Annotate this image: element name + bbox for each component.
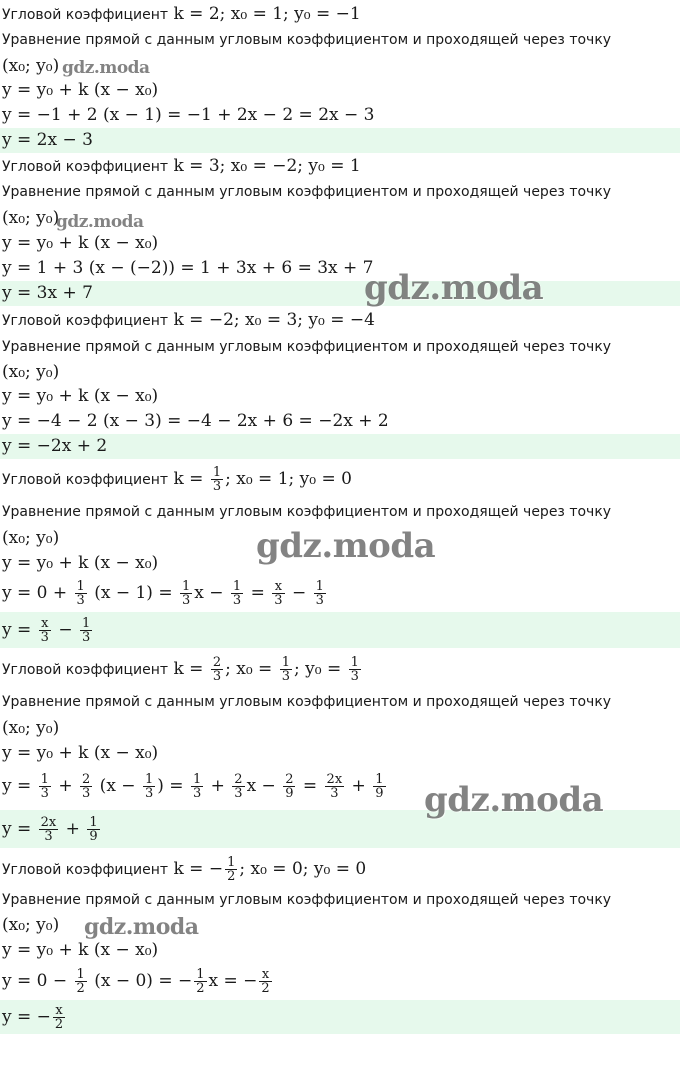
general-formula <box>0 938 680 963</box>
fraction-numerator: 2x <box>326 772 343 787</box>
fraction <box>75 968 87 995</box>
math-text: ) = <box>157 776 189 796</box>
fraction <box>231 580 243 607</box>
fraction <box>272 580 284 607</box>
math-text: k = − <box>173 859 224 879</box>
fraction-numerator: 1 <box>232 579 242 594</box>
fraction-numerator: 2x <box>40 815 57 830</box>
fraction-denominator: 2 <box>261 981 270 996</box>
fraction <box>325 773 345 800</box>
fraction-denominator: 3 <box>182 593 191 608</box>
answer-line <box>0 128 680 153</box>
fraction-denominator: 3 <box>274 593 283 608</box>
math-text: y = 0 + <box>2 583 73 603</box>
point-line <box>0 360 680 385</box>
math-text: ; x₀ = 1; y₀ = 0 <box>225 469 352 489</box>
fraction-numerator: 1 <box>40 772 49 787</box>
fraction <box>283 773 295 800</box>
point-text: (x₀; y₀) <box>2 208 60 228</box>
point-text: (x₀; y₀) <box>2 915 60 935</box>
math-text: + <box>205 776 231 796</box>
watermark-logo: gdz.moda <box>256 526 436 566</box>
fraction <box>280 656 292 683</box>
fraction <box>75 580 87 607</box>
fraction-denominator: 3 <box>232 593 242 608</box>
math-text: + <box>60 819 86 839</box>
fraction <box>211 466 223 493</box>
fraction <box>211 656 223 683</box>
math-text: ; y₀ = <box>293 659 347 679</box>
math-text: ; x₀ = <box>225 659 278 679</box>
equation-label-text: Уравнение прямой с данным угловым коэффициентом и проходящей через точку <box>2 339 612 355</box>
fraction <box>232 773 244 800</box>
fraction-denominator: 3 <box>315 593 324 608</box>
answer-text <box>0 616 94 645</box>
fraction-numerator: 2 <box>234 772 243 787</box>
fraction-denominator: 3 <box>192 786 202 801</box>
equation-label <box>0 690 680 715</box>
answer-line <box>0 612 680 648</box>
fraction-denominator: 2 <box>54 1017 64 1032</box>
point-line <box>0 206 680 231</box>
calculation-text <box>0 772 388 801</box>
calculation-line <box>0 766 680 806</box>
math-text: k = <box>173 469 209 489</box>
fraction-numerator: 1 <box>315 579 324 594</box>
fraction <box>143 773 155 800</box>
calculation-text: y = −1 + 2 (x − 1) = −1 + 2x − 2 = 2x − 3 <box>2 105 375 125</box>
point-line <box>0 526 680 551</box>
fraction <box>314 580 326 607</box>
fraction-denominator: 3 <box>212 669 222 684</box>
fraction-numerator: 1 <box>227 855 236 870</box>
math-text: y = <box>2 819 37 839</box>
fraction-numerator: 1 <box>76 967 85 982</box>
condition-values <box>173 855 367 884</box>
equation-label-text: Уравнение прямой с данным угловым коэффициентом и проходящей через точку <box>2 892 612 908</box>
condition-line <box>0 650 680 688</box>
answer-line <box>0 810 680 848</box>
equation-label <box>0 888 680 913</box>
fraction-denominator: 9 <box>285 786 294 801</box>
condition-values: k = −2; x₀ = 3; y₀ = −4 <box>173 310 375 330</box>
fraction-numerator: 2 <box>82 772 91 787</box>
fraction-numerator: 1 <box>89 815 98 830</box>
math-text: k = <box>173 659 209 679</box>
fraction <box>194 968 206 995</box>
point-line <box>0 913 680 938</box>
calculation-line <box>0 409 680 434</box>
calculation-text <box>0 579 328 608</box>
general-formula <box>0 384 680 409</box>
condition-values: k = 3; x₀ = −2; y₀ = 1 <box>173 156 361 176</box>
general-formula-text: y = y₀ + k (x − x₀) <box>2 553 159 573</box>
fraction-numerator: 1 <box>192 772 202 787</box>
fraction <box>80 773 92 800</box>
answer-text: y = 2x − 3 <box>2 130 93 150</box>
fraction-denominator: 9 <box>89 829 98 844</box>
fraction <box>80 617 92 644</box>
equation-label <box>0 335 680 360</box>
fraction-denominator: 3 <box>44 829 53 844</box>
fraction-denominator: 2 <box>76 981 85 996</box>
fraction-denominator: 3 <box>40 786 49 801</box>
math-text: ; x₀ = 0; y₀ = 0 <box>239 859 367 879</box>
fraction-denominator: 3 <box>330 786 339 801</box>
fraction <box>191 773 203 800</box>
calculation-text <box>0 967 274 996</box>
math-text: = <box>297 776 323 796</box>
fraction-denominator: 3 <box>234 786 243 801</box>
condition-line <box>0 154 680 180</box>
condition-line <box>0 850 680 888</box>
general-formula-text: y = y₀ + k (x − x₀) <box>2 386 159 406</box>
equation-label <box>0 28 680 53</box>
fraction-numerator: 1 <box>76 579 85 594</box>
condition-values <box>173 465 352 494</box>
equation-label-text: Уравнение прямой с данным угловым коэффициентом и проходящей через точку <box>2 32 612 48</box>
condition-label: Угловой коэффициент <box>2 862 169 878</box>
fraction-numerator: x <box>53 1004 65 1018</box>
fraction-numerator: 1 <box>212 465 222 480</box>
fraction-numerator: 1 <box>144 772 154 787</box>
calculation-line <box>0 576 680 610</box>
condition-values: k = 2; x₀ = 1; y₀ = −1 <box>173 4 361 24</box>
fraction <box>349 656 361 683</box>
general-formula <box>0 551 680 576</box>
equation-label-text: Уравнение прямой с данным угловым коэффициентом и проходящей через точку <box>2 184 612 200</box>
fraction-numerator: 1 <box>196 967 205 982</box>
fraction <box>39 773 51 800</box>
fraction <box>259 968 271 995</box>
point-text: (x₀; y₀) <box>2 718 60 738</box>
fraction <box>87 816 99 843</box>
answer-line <box>0 281 680 306</box>
condition-line <box>0 2 680 28</box>
answer-line <box>0 434 680 459</box>
math-text: = <box>245 583 271 603</box>
fraction-denominator: 3 <box>76 593 85 608</box>
watermark-logo: gdz.moda <box>424 780 604 820</box>
fraction-denominator: 3 <box>350 669 359 684</box>
fraction-denominator: 2 <box>196 981 205 996</box>
equation-label <box>0 180 680 205</box>
fraction <box>225 856 237 883</box>
math-text: − <box>52 620 78 640</box>
watermark-logo: gdz.moda <box>84 914 199 940</box>
fraction-denominator: 2 <box>227 869 236 884</box>
fraction <box>373 773 385 800</box>
fraction <box>39 617 51 644</box>
point-line <box>0 54 680 79</box>
condition-line <box>0 462 680 496</box>
math-text: y = 0 − <box>2 971 73 991</box>
watermark-logo: gdz.moda <box>364 268 544 308</box>
condition-values <box>173 655 362 684</box>
condition-label: Угловой коэффициент <box>2 472 169 488</box>
calculation-line <box>0 256 680 281</box>
math-text: (x − <box>94 776 141 796</box>
general-formula-text: y = y₀ + k (x − x₀) <box>2 940 159 960</box>
fraction-denominator: 3 <box>281 669 290 684</box>
point-line <box>0 716 680 741</box>
math-text: − <box>286 583 312 603</box>
math-text: x = − <box>208 971 258 991</box>
math-text: y = − <box>2 1007 51 1027</box>
fraction-denominator: 3 <box>212 479 222 494</box>
math-text: (x − 0) = − <box>88 971 193 991</box>
math-text: + <box>346 776 372 796</box>
answer-text <box>0 1003 67 1032</box>
fraction-numerator: 2 <box>285 772 294 787</box>
watermark-logo: gdz.moda <box>62 58 150 78</box>
math-text: x − <box>194 583 229 603</box>
fraction-numerator: x <box>39 617 51 631</box>
general-formula-text: y = y₀ + k (x − x₀) <box>2 233 159 253</box>
fraction-denominator: 3 <box>82 786 91 801</box>
math-text: y = <box>2 620 37 640</box>
math-text: + <box>52 776 78 796</box>
general-formula <box>0 231 680 256</box>
condition-label: Угловой коэффициент <box>2 662 169 678</box>
watermark-logo: gdz.moda <box>56 212 144 232</box>
general-formula <box>0 741 680 766</box>
fraction-numerator: 1 <box>281 655 290 670</box>
fraction-denominator: 3 <box>40 630 49 645</box>
answer-line <box>0 1000 680 1034</box>
fraction-numerator: 1 <box>82 616 91 631</box>
fraction-numerator: 2 <box>212 655 222 670</box>
general-formula-text: y = y₀ + k (x − x₀) <box>2 743 159 763</box>
point-text: (x₀; y₀) <box>2 362 60 382</box>
point-text: (x₀; y₀) <box>2 528 60 548</box>
equation-label-text: Уравнение прямой с данным угловым коэффициентом и проходящей через точку <box>2 694 612 710</box>
math-text: (x − 1) = <box>88 583 178 603</box>
fraction <box>53 1004 65 1031</box>
general-formula-text: y = y₀ + k (x − x₀) <box>2 80 159 100</box>
equation-label <box>0 500 680 525</box>
fraction-numerator: x <box>259 968 271 982</box>
fraction <box>180 580 192 607</box>
math-text: x − <box>246 776 282 796</box>
fraction-denominator: 3 <box>144 786 154 801</box>
calculation-text: y = 1 + 3 (x − (−2)) = 1 + 3x + 6 = 3x + 7 <box>2 258 374 278</box>
condition-label: Угловой коэффициент <box>2 313 169 329</box>
equation-label-text: Уравнение прямой с данным угловым коэффициентом и проходящей через точку <box>2 504 612 520</box>
math-text: y = <box>2 776 37 796</box>
fraction-numerator: 1 <box>350 655 359 670</box>
calculation-line <box>0 103 680 128</box>
condition-label: Угловой коэффициент <box>2 7 169 23</box>
calculation-text: y = −4 − 2 (x − 3) = −4 − 2x + 6 = −2x + 2 <box>2 411 389 431</box>
fraction <box>39 816 59 843</box>
fraction-numerator: 1 <box>182 579 191 594</box>
fraction-denominator: 9 <box>375 786 384 801</box>
answer-text: y = −2x + 2 <box>2 436 108 456</box>
fraction-denominator: 3 <box>82 630 91 645</box>
point-text: (x₀; y₀) <box>2 56 60 76</box>
condition-line <box>0 308 680 334</box>
fraction-numerator: 1 <box>375 772 384 787</box>
fraction-numerator: x <box>272 580 284 594</box>
answer-text <box>0 815 102 844</box>
calculation-line <box>0 963 680 999</box>
answer-text: y = 3x + 7 <box>2 283 93 303</box>
general-formula <box>0 78 680 103</box>
condition-label: Угловой коэффициент <box>2 159 169 175</box>
